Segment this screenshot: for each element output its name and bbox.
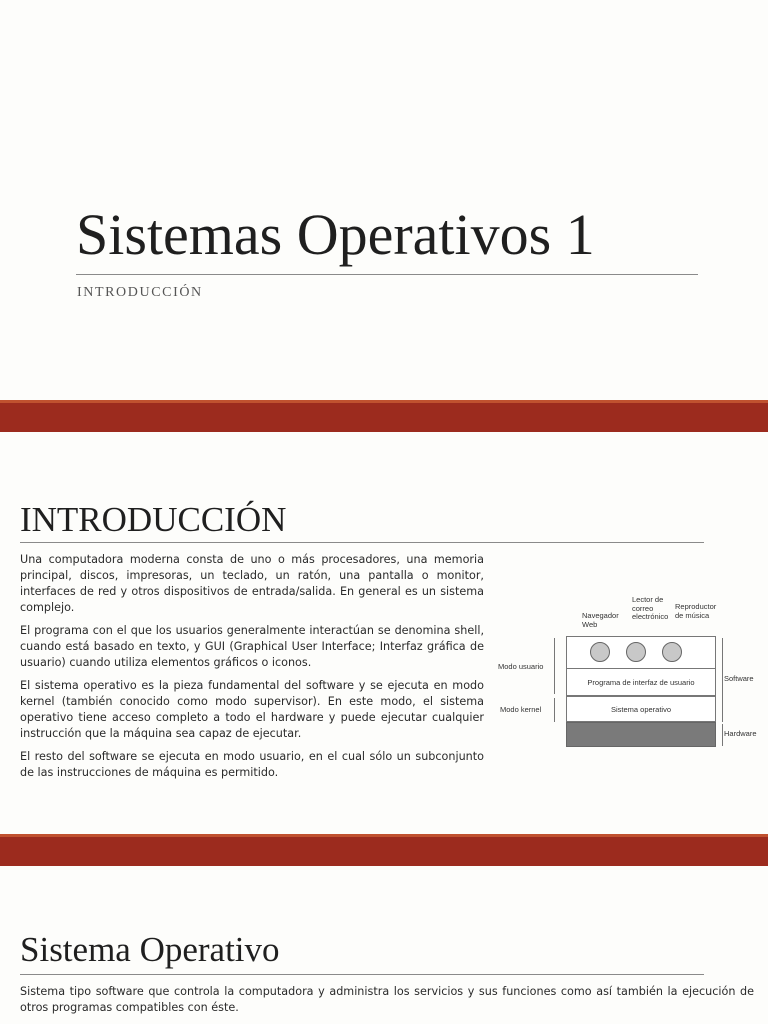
- slide-separator-band: [0, 834, 768, 866]
- kernel-mode-label: Modo kernel: [500, 705, 542, 714]
- title-slide: [0, 0, 768, 400]
- app-label-music: Reproductor de música: [675, 602, 717, 620]
- introduction-slide: [0, 432, 768, 834]
- os-layer: [566, 696, 716, 722]
- paragraph: El sistema operativo es la pieza fundamental del software y se ejecuta en modo kernel (también conocido como modo supervisor). En este modo, el sistema operativo tiene acceso completo a todo el hardware y puede ejecutar cualquier instrucción que la máquina sea capaz de ejecutar.: [20, 679, 484, 740]
- software-bracket: [722, 638, 723, 722]
- os-layer-label: Sistema operativo: [610, 704, 672, 714]
- heading-divider: [20, 542, 704, 543]
- os-layers-diagram: [496, 592, 764, 752]
- gui-program-layer: [566, 668, 716, 696]
- app-music-icon: [662, 642, 682, 662]
- app-label-mail: Lector de correo electrónico: [632, 595, 669, 621]
- kernel-mode-bracket: [554, 698, 555, 722]
- hardware-bracket: [722, 724, 723, 746]
- software-label: Software: [724, 674, 754, 683]
- paragraph: El programa con el que los usuarios generalmente interactúan se denomina shell, cuando está basado en texto, y GUI (Graphical User Interface; Interfaz gráfica de usuario) cuando utiliza elementos gráficos o iconos.: [20, 624, 484, 669]
- title-divider: [76, 274, 698, 275]
- slide-body: Sistema tipo software que controla la computadora y administra los servicios y sus funciones como así también la ejecución de otros programas compatibles con éste.: [20, 985, 754, 1014]
- heading-divider: [20, 974, 704, 975]
- user-mode-bracket: [554, 638, 555, 694]
- app-mail-icon: [626, 642, 646, 662]
- gui-program-label: Programa de interfaz de usuario: [587, 678, 695, 687]
- paragraph: El resto del software se ejecuta en modo usuario, en el cual sólo un subconjunto de las instrucciones de máquina es permitido.: [20, 750, 484, 779]
- slide-heading: INTRODUCCIÓN: [20, 500, 287, 539]
- operating-system-slide: [0, 866, 768, 1024]
- app-label-browser: Navegador Web: [582, 611, 619, 629]
- app-browser-icon: [590, 642, 610, 662]
- slide-body: [20, 552, 484, 788]
- user-mode-label: Modo usuario: [498, 662, 544, 671]
- slide-subtitle: INTRODUCCIÓN: [77, 285, 203, 300]
- slide-separator-band: [0, 400, 768, 432]
- hardware-label: Hardware: [724, 729, 757, 738]
- hardware-layer: [566, 722, 716, 747]
- slide-title: Sistemas Operativos 1: [76, 202, 595, 267]
- slide-heading: Sistema Operativo: [20, 930, 280, 969]
- paragraph: Una computadora moderna consta de uno o más procesadores, una memoria principal, discos, impresoras, un teclado, un ratón, una pantalla o monitor, interfaces de red y otros dispositivos de entrada/salida. En general es un sistema complejo.: [20, 553, 484, 614]
